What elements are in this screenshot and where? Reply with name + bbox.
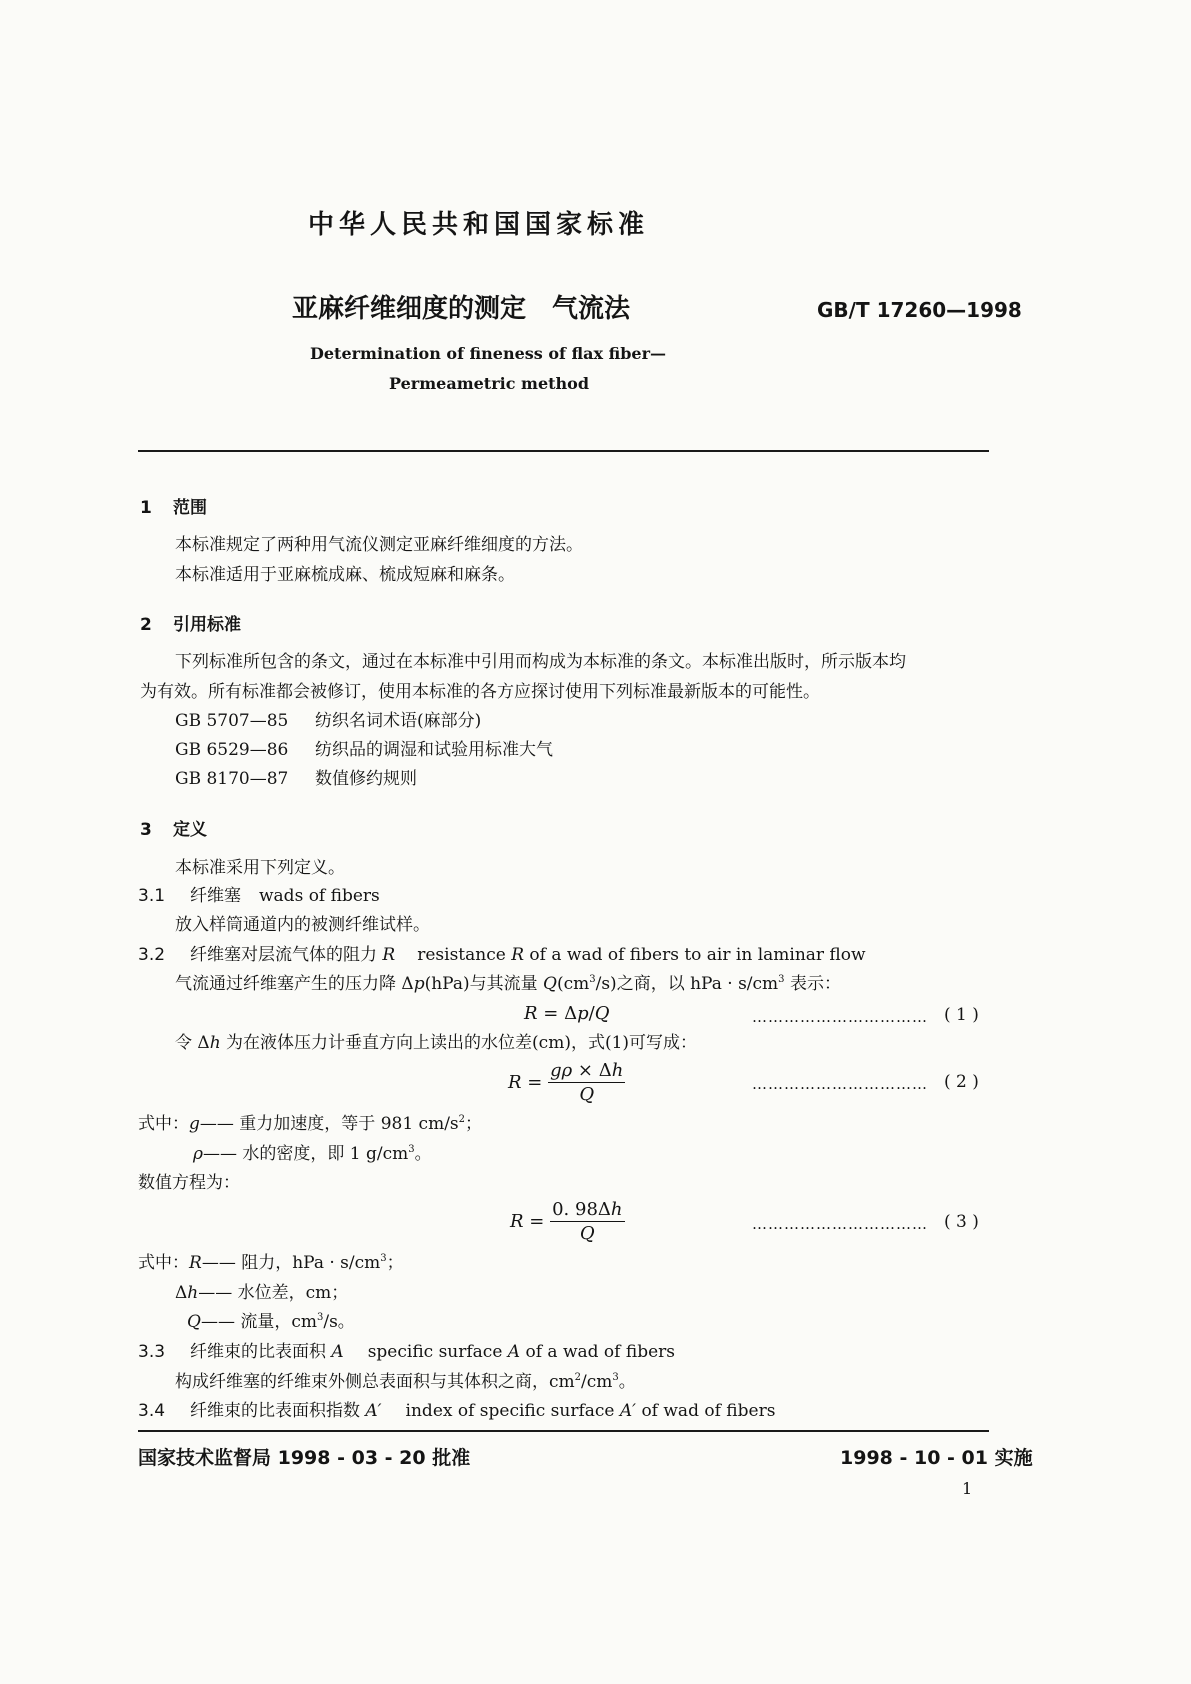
reference-title: 纺织名词术语(麻部分) xyxy=(315,711,482,731)
definition-3-4 xyxy=(138,1403,775,1420)
text: ； xyxy=(386,1253,404,1273)
text: —— 水的密度，即 1 g/cm xyxy=(203,1144,409,1164)
definitions-intro: 本标准采用下列定义。 xyxy=(175,858,345,878)
term-cn: 纤维塞 xyxy=(190,886,241,906)
standard-code: GB/T 17260—1998 xyxy=(817,298,1022,322)
section-number: 3 xyxy=(140,820,152,840)
section-1-heading xyxy=(140,493,207,518)
variable-a-prime: A′ xyxy=(619,1401,637,1421)
reference-title: 数值修约规则 xyxy=(315,769,417,789)
term-en-rest: of wad of fibers xyxy=(636,1401,776,1421)
reference-title: 纺织品的调湿和试验用标准大气 xyxy=(315,740,553,760)
variable-h: h xyxy=(209,1033,221,1053)
formula-1-leader-dots: …………………………… xyxy=(752,1008,928,1026)
variable-g: g xyxy=(189,1114,200,1134)
scope-paragraph-2: 本标准适用于亚麻梳成麻、梳成短麻和麻条。 xyxy=(175,565,515,585)
text: × Δ xyxy=(572,1060,612,1081)
text: = xyxy=(523,1210,551,1232)
definition-3-1 xyxy=(138,888,380,905)
text: 构成纤维塞的纤维束外侧总表面积与其体积之商，cm xyxy=(175,1372,575,1392)
text: (cm xyxy=(556,974,590,994)
definition-number: 3.4 xyxy=(138,1401,166,1421)
document-title-en-line2: Permeametric method xyxy=(389,374,589,393)
denominator: Q xyxy=(579,1083,595,1105)
variable-h: h xyxy=(611,1060,624,1081)
text: (hPa)与其流量 xyxy=(424,974,544,994)
where-r-line xyxy=(138,1255,404,1272)
section-title: 定义 xyxy=(173,820,207,840)
reference-code: GB 6529—86 xyxy=(175,740,289,760)
variable-p: p xyxy=(413,974,425,994)
text: 为在液体压力计垂直方向上读出的水位差(cm)，式(1)可写成： xyxy=(220,1033,698,1053)
text: 令 Δ xyxy=(175,1033,210,1053)
variable-q: Q xyxy=(543,974,557,994)
text: 气流通过纤维塞产生的压力降 Δ xyxy=(175,974,414,994)
text: 。 xyxy=(618,1372,636,1392)
variable-p: p xyxy=(577,1003,589,1024)
term-cn: 纤维束的比表面积指数 xyxy=(190,1401,366,1421)
variable-r: R xyxy=(189,1253,202,1273)
definition-3-1-description: 放入样筒通道内的被测纤维试样。 xyxy=(175,915,430,935)
text: —— 水位差，cm； xyxy=(198,1283,349,1303)
where-delta-h-line xyxy=(175,1285,348,1302)
variable-r: R xyxy=(524,1003,538,1024)
variable-q: Q xyxy=(594,1003,610,1024)
formula-2-leader-dots: …………………………… xyxy=(752,1075,928,1093)
definition-number: 3.3 xyxy=(138,1342,166,1362)
approval-date: 国家技术监督局 1998 - 03 - 20 批准 xyxy=(138,1447,471,1469)
variable-h: h xyxy=(187,1283,199,1303)
variable-a-prime: A′ xyxy=(365,1401,382,1421)
definition-number: 3.1 xyxy=(138,886,166,906)
header-divider xyxy=(138,450,989,452)
superscript: 2 xyxy=(458,1114,466,1125)
section-title: 范围 xyxy=(173,498,207,518)
superscript: 3 xyxy=(612,1372,619,1383)
formula-3 xyxy=(510,1200,625,1244)
term-en-rest: of a wad of fibers xyxy=(520,1342,675,1362)
text: 表示： xyxy=(784,974,841,994)
reference-code: GB 5707—85 xyxy=(175,711,289,731)
variable-rho: ρ xyxy=(193,1144,203,1164)
text: /s。 xyxy=(323,1312,355,1332)
superscript: 3 xyxy=(408,1144,415,1155)
formula-3-leader-dots: …………………………… xyxy=(752,1215,928,1233)
definition-number: 3.2 xyxy=(138,945,166,965)
numerator xyxy=(550,1200,624,1222)
variable-r: R xyxy=(382,945,396,965)
reference-code: GB 8170—87 xyxy=(175,769,289,789)
variable-g-rho: gρ xyxy=(550,1060,573,1081)
term-cn: 纤维束的比表面积 xyxy=(190,1342,332,1362)
delta-h-definition-line xyxy=(175,1035,697,1052)
variable-r: R xyxy=(511,945,525,965)
document-title-en-line1: Determination of fineness of flax fiber— xyxy=(310,344,667,363)
definition-3-3 xyxy=(138,1344,675,1361)
text: Δ xyxy=(175,1283,188,1303)
text: /cm xyxy=(581,1372,613,1392)
definition-3-2-description xyxy=(175,976,841,993)
formula-3-number: ( 3 ) xyxy=(944,1212,979,1232)
variable-a: A xyxy=(331,1342,344,1362)
fraction xyxy=(550,1200,624,1244)
definition-3-2 xyxy=(138,947,866,964)
numerator xyxy=(548,1061,625,1083)
variable-q: Q xyxy=(187,1312,201,1332)
variable-r: R xyxy=(510,1210,524,1232)
where-g-line xyxy=(138,1116,482,1133)
numeric-equation-label: 数值方程为： xyxy=(138,1173,240,1193)
variable-a: A xyxy=(507,1342,521,1362)
term-en-rest: of a wad of fibers to air in laminar flow xyxy=(524,945,866,965)
fraction xyxy=(548,1061,625,1105)
superscript: 3 xyxy=(316,1312,324,1323)
text: ； xyxy=(465,1114,483,1134)
footer-divider xyxy=(138,1430,989,1432)
text: / xyxy=(588,1003,595,1024)
variable-r: R xyxy=(508,1071,522,1093)
text: —— 阻力，hPa · s/cm xyxy=(201,1253,381,1273)
text: —— 重力加速度，等于 981 cm/s xyxy=(199,1114,459,1134)
formula-2 xyxy=(508,1061,625,1105)
text: = Δ xyxy=(537,1003,578,1024)
reference-item xyxy=(175,742,553,759)
text: 。 xyxy=(414,1144,432,1164)
section-number: 1 xyxy=(140,498,152,518)
document-title-cn: 亚麻纤维细度的测定 气流法 xyxy=(292,294,631,324)
term-en: resistance xyxy=(417,945,512,965)
term-en: index of specific surface xyxy=(405,1401,620,1421)
formula-1 xyxy=(524,1005,609,1023)
section-title: 引用标准 xyxy=(173,615,241,635)
national-standard-title: 中华人民共和国国家标准 xyxy=(308,210,650,240)
where-rho-line xyxy=(193,1146,432,1163)
text: 式中： xyxy=(138,1253,189,1273)
text: —— 流量，cm xyxy=(200,1312,317,1332)
term-en: specific surface xyxy=(367,1342,508,1362)
superscript: 3 xyxy=(589,974,596,985)
formula-1-number: ( 1 ) xyxy=(944,1005,979,1025)
denominator: Q xyxy=(579,1222,595,1244)
definition-3-3-description xyxy=(175,1374,636,1391)
references-paragraph-line-2: 为有效。所有标准都会被修订，使用本标准的各方应探讨使用下列标准最新版本的可能性。 xyxy=(140,682,820,702)
reference-item xyxy=(175,713,481,730)
reference-item xyxy=(175,771,417,788)
scope-paragraph-1: 本标准规定了两种用气流仪测定亚麻纤维细度的方法。 xyxy=(175,535,583,555)
page-number: 1 xyxy=(962,1479,973,1498)
section-number: 2 xyxy=(140,615,152,635)
term-en: wads of fibers xyxy=(259,886,380,906)
formula-2-number: ( 2 ) xyxy=(944,1072,979,1092)
references-paragraph-line-1: 下列标准所包含的条文，通过在本标准中引用而构成为本标准的条文。本标准出版时，所示版本均 xyxy=(175,652,906,672)
where-q-line xyxy=(187,1314,355,1331)
text: 式中： xyxy=(138,1114,189,1134)
implementation-date: 1998 - 10 - 01 实施 xyxy=(840,1447,1033,1469)
superscript: 2 xyxy=(574,1372,582,1383)
superscript: 3 xyxy=(380,1253,387,1264)
section-3-heading xyxy=(140,815,207,840)
text: /s)之商，以 hPa · s/cm xyxy=(595,974,779,994)
superscript: 3 xyxy=(778,974,785,985)
section-2-heading xyxy=(140,610,241,635)
term-cn: 纤维塞对层流气体的阻力 xyxy=(190,945,383,965)
text: = xyxy=(521,1071,549,1093)
variable-h: h xyxy=(610,1199,623,1220)
text: 0. 98Δ xyxy=(552,1199,611,1220)
